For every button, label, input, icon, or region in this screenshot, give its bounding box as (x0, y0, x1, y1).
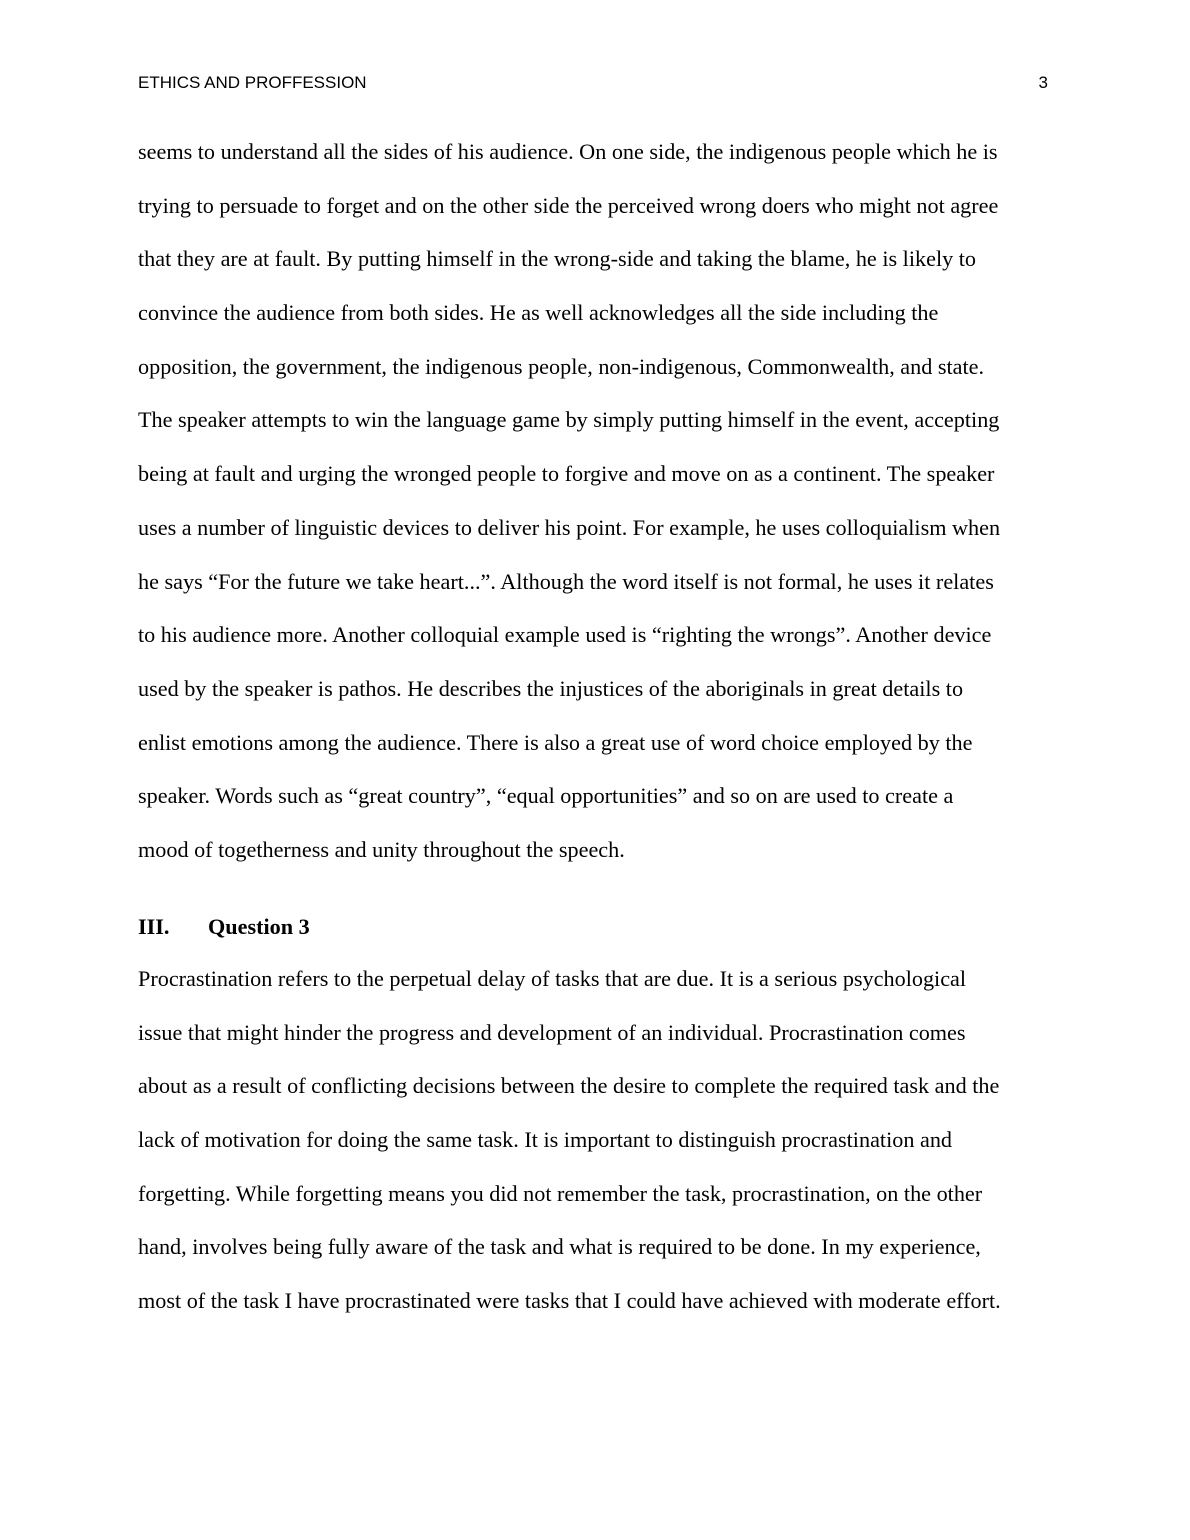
text-line: convince the audience from both sides. He as well acknowledges all the side including the (138, 300, 939, 326)
text-line: to his audience more. Another colloquial example used is “righting the wrongs”. Another device (138, 622, 992, 648)
section-number: III. (138, 914, 170, 939)
text-line: lack of motivation for doing the same task. It is important to distinguish procrastination and (138, 1127, 953, 1153)
page-header (138, 72, 1048, 94)
text-line: opposition, the government, the indigenous people, non-indigenous, Commonwealth, and state. (138, 353, 985, 379)
text-line: mood of togetherness and unity throughout the speech. (138, 836, 625, 862)
text-line: about as a result of conflicting decisions between the desire to complete the required task and the (138, 1073, 1000, 1099)
body-paragraph-1 (138, 125, 1048, 877)
text-line: uses a number of linguistic devices to deliver his point. For example, he uses colloquialism when (138, 514, 1001, 540)
section-title: Question 3 (208, 914, 310, 939)
text-line: Procrastination refers to the perpetual delay of tasks that are due. It is a serious psychological (138, 966, 967, 991)
text-line: forgetting. While forgetting means you did not remember the task, procrastination, on the other (138, 1180, 983, 1206)
text-line: hand, involves being fully aware of the task and what is required to be done. In my experience, (138, 1234, 981, 1260)
text-line: being at fault and urging the wronged people to forgive and move on as a continent. The speaker (138, 461, 995, 487)
text-line: used by the speaker is pathos. He describes the injustices of the aboriginals in great details to (138, 675, 964, 701)
body-paragraph-2 (138, 952, 1048, 1328)
text-line: that they are at fault. By putting himself in the wrong-side and taking the blame, he is likely to (138, 246, 977, 272)
text-line: speaker. Words such as “great country”, “equal opportunities” and so on are used to create a (138, 783, 954, 809)
section-heading (138, 910, 310, 944)
page-number: 3 (1038, 73, 1048, 92)
text-line: most of the task I have procrastinated were tasks that I could have achieved with moderate effort. (138, 1288, 1001, 1314)
text-line: enlist emotions among the audience. There is also a great use of word choice employed by the (138, 729, 973, 755)
text-line: he says “For the future we take heart...”. Although the word itself is not formal, he uses it relates (138, 568, 994, 594)
text-line: seems to understand all the sides of his audience. On one side, the indigenous people which he is (138, 139, 998, 164)
text-line: issue that might hinder the progress and development of an individual. Procrastination comes (138, 1019, 966, 1045)
text-line: trying to persuade to forget and on the other side the perceived wrong doers who might not agree (138, 192, 999, 218)
running-head: ETHICS AND PROFFESSION (138, 73, 367, 92)
text-line: The speaker attempts to win the language game by simply putting himself in the event, accepting (138, 407, 1000, 433)
